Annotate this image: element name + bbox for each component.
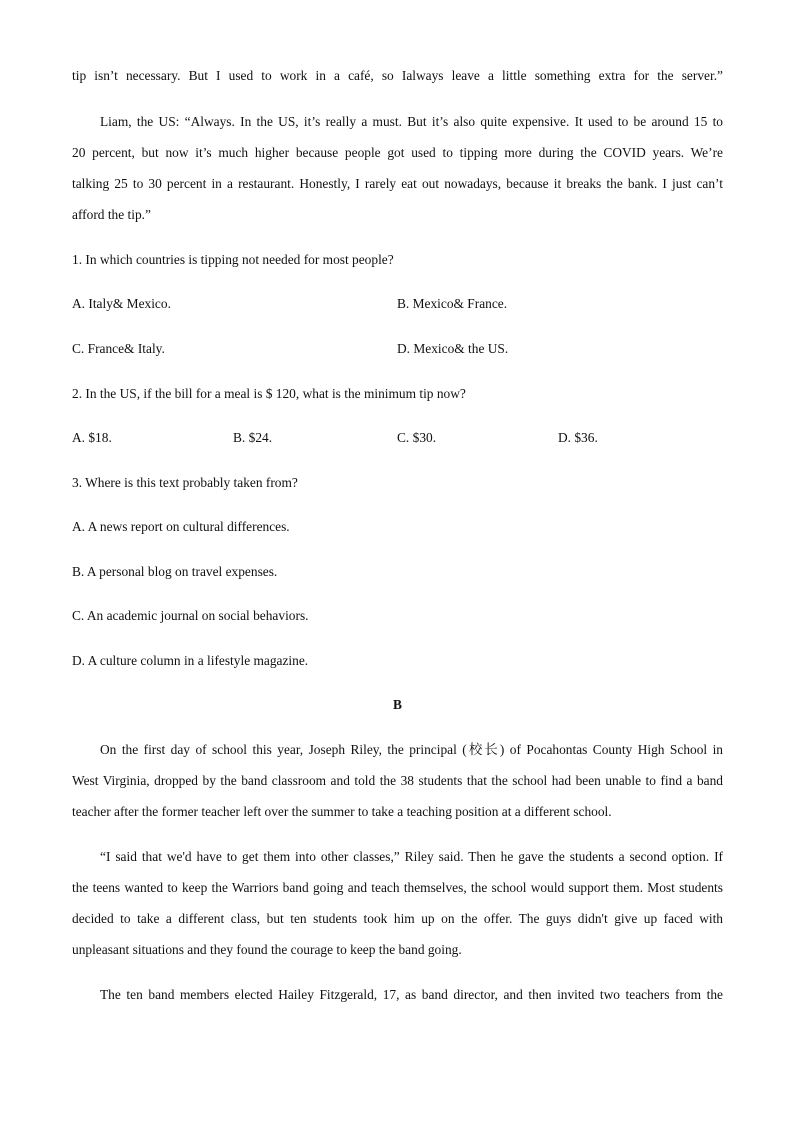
question-1-option-a: A. Italy& Mexico. [72, 296, 171, 311]
passage-a-line-5: afford the tip.” [72, 207, 151, 222]
question-2-option-d: D. $36. [558, 430, 598, 445]
question-3-option-d: D. A culture column in a lifestyle magazine. [72, 653, 309, 668]
question-2-option-a: A. $18. [72, 430, 112, 445]
passage-a-line-4: talking 25 to 30 percent in a restaurant. Honestly, I rarely eat out nowadays, because it breaks the bank. I just can’t [72, 176, 723, 191]
section-b-p2-line-4: unpleasant situations and they found the courage to keep the band going. [72, 942, 462, 957]
section-b-p3-line-1: The ten band members elected Hailey Fitzgerald, 17, as band director, and then invited two teachers from the [100, 987, 723, 1002]
section-b-p1-line-2: West Virginia, dropped by the band classroom and told the 38 students that the school had been unable to find a band [72, 773, 723, 788]
question-3-option-a: A. A news report on cultural differences. [72, 519, 290, 534]
section-b-p1-line-1: On the first day of school this year, Joseph Riley, the principal (校长) of Pocahontas County High School in [100, 742, 723, 757]
section-b-p2-line-2: the teens wanted to keep the Warriors band going and teach themselves, the school would support them. Most students [72, 880, 723, 895]
question-1-option-b: B. Mexico& France. [397, 296, 508, 311]
section-b-p2-line-3: decided to take a different class, but ten students took him up on the offer. The guys didn't give up faced with [72, 911, 723, 926]
section-b-p2-line-1: “I said that we'd have to get them into other classes,” Riley said. Then he gave the students a second option. If [100, 849, 723, 864]
question-3-stem: 3. Where is this text probably taken from? [72, 475, 298, 490]
question-1-option-d: D. Mexico& the US. [397, 341, 509, 356]
question-1-stem: 1. In which countries is tipping not needed for most people? [72, 252, 394, 267]
passage-a-line-1: tip isn’t necessary. But I used to work in a café, so Ialways leave a little something extra for the server.” [72, 68, 723, 83]
passage-a-line-2: Liam, the US: “Always. In the US, it’s really a must. But it’s also quite expensive. It used to be around 15 to [100, 114, 723, 129]
passage-a-line-3: 20 percent, but now it’s much higher because people got used to tipping more during the COVID years. We’re [72, 145, 723, 160]
question-2-option-c: C. $30. [397, 430, 437, 445]
question-3-option-c: C. An academic journal on social behaviors. [72, 608, 309, 623]
question-2-stem: 2. In the US, if the bill for a meal is $ 120, what is the minimum tip now? [72, 386, 466, 401]
section-b-heading: B [393, 697, 402, 712]
question-1-option-c: C. France& Italy. [72, 341, 165, 356]
question-2-option-b: B. $24. [233, 430, 273, 445]
question-3-option-b: B. A personal blog on travel expenses. [72, 564, 278, 579]
section-b-p1-line-3: teacher after the former teacher left over the summer to take a teaching position at a different school. [72, 804, 612, 819]
